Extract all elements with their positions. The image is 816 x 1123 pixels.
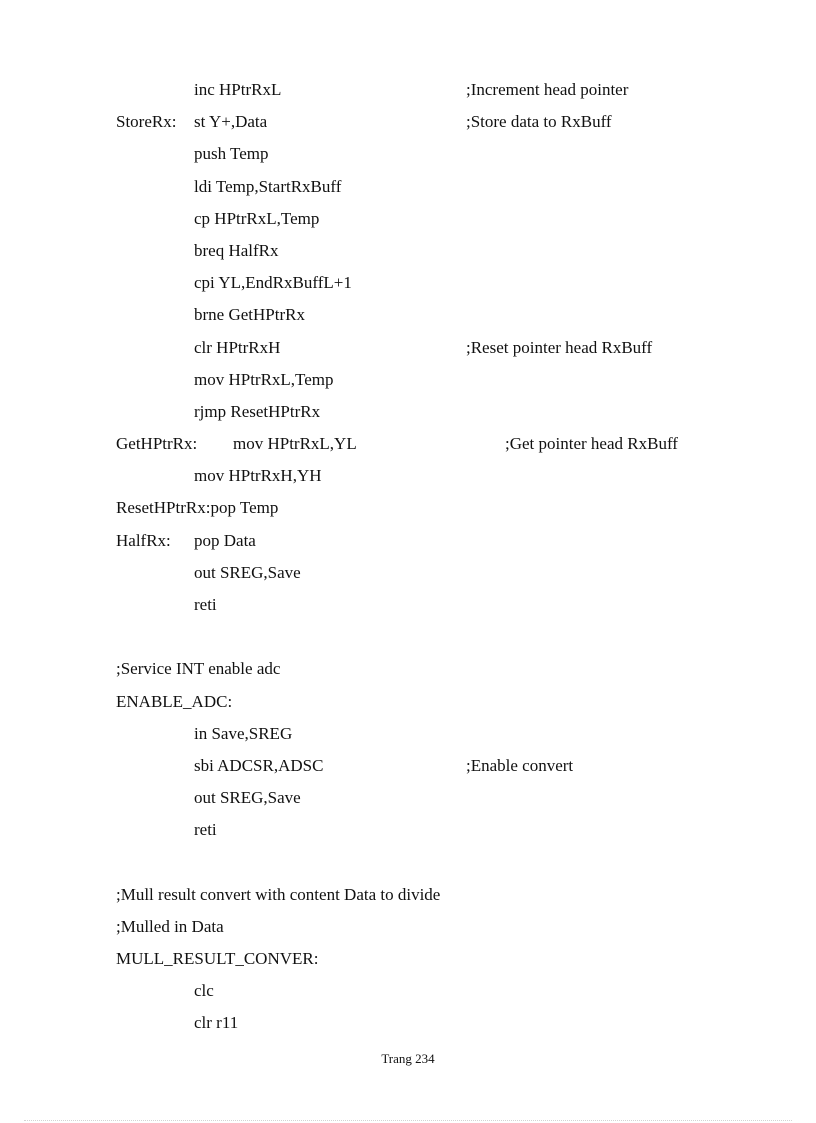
code-line: [0, 1007, 816, 1039]
code-label: HalfRx:: [116, 530, 171, 550]
code-line: [0, 911, 816, 943]
code-line: [0, 653, 816, 685]
instruction: st Y+,Data: [194, 112, 268, 132]
code-line: [0, 492, 816, 524]
code-line: [0, 396, 816, 428]
code-line: [0, 589, 816, 621]
instruction: inc HPtrRxL: [194, 80, 282, 99]
code-line: [0, 814, 816, 846]
code-line: [0, 74, 816, 106]
comment: ;Get pointer head RxBuff: [505, 434, 678, 454]
comment: ;Reset pointer head RxBuff: [466, 337, 653, 357]
instruction: cp HPtrRxL,Temp: [194, 208, 320, 228]
code-line: [0, 235, 816, 267]
code-line: [0, 138, 816, 170]
instruction: clr HPtrRxH: [194, 337, 281, 357]
instruction: ldi Temp,StartRxBuff: [194, 176, 342, 196]
instruction: mov HPtrRxL,YL: [233, 434, 357, 454]
comment: ;Enable convert: [466, 755, 574, 775]
code-line: [0, 557, 816, 589]
comment: ;Increment head pointer: [466, 80, 629, 99]
instruction: out SREG,Save: [194, 788, 301, 808]
page-edge-divider: [24, 1120, 792, 1121]
instruction: breq HalfRx: [194, 240, 279, 260]
code-line: [0, 943, 816, 975]
code-line: [0, 332, 816, 364]
comment-line: ;Mull result convert with content Data to divide: [116, 884, 441, 904]
code-line: [0, 267, 816, 299]
instruction: in Save,SREG: [194, 723, 293, 743]
code-line: [0, 686, 816, 718]
code-line: [0, 203, 816, 235]
blank-line: [0, 847, 816, 879]
code-line: [0, 171, 816, 203]
instruction: rjmp ResetHPtrRx: [194, 401, 321, 421]
instruction: clr r11: [194, 1013, 239, 1033]
page-number: Trang 234: [381, 1051, 435, 1066]
code-line: [0, 525, 816, 557]
labeled-instruction: ResetHPtrRx:pop Temp: [116, 498, 279, 518]
instruction: clc: [194, 981, 214, 1001]
code-label: ENABLE_ADC:: [116, 691, 233, 711]
comment: ;Store data to RxBuff: [466, 112, 612, 132]
code-line: [0, 460, 816, 492]
comment-line: ;Mulled in Data: [116, 916, 224, 936]
code-label: GetHPtrRx:: [116, 434, 198, 454]
assembly-code-listing: [0, 74, 816, 1040]
instruction: reti: [194, 820, 217, 840]
blank-line: [0, 621, 816, 653]
code-label: MULL_RESULT_CONVER:: [116, 949, 319, 969]
instruction: pop Data: [194, 530, 256, 550]
code-line: [0, 106, 816, 138]
code-line: [0, 750, 816, 782]
instruction: reti: [194, 595, 217, 614]
instruction: brne GetHPtrRx: [194, 305, 305, 325]
code-line: [0, 428, 816, 460]
instruction: push Temp: [194, 144, 269, 164]
instruction: sbi ADCSR,ADSC: [194, 755, 324, 775]
code-line: [0, 879, 816, 911]
code-label: StoreRx:: [116, 112, 177, 132]
comment-line: ;Service INT enable adc: [116, 659, 281, 679]
code-line: [0, 299, 816, 331]
instruction: mov HPtrRxL,Temp: [194, 369, 334, 389]
instruction: cpi YL,EndRxBuffL+1: [194, 273, 352, 293]
code-line: [0, 975, 816, 1007]
instruction: mov HPtrRxH,YH: [194, 466, 322, 486]
code-line: [0, 364, 816, 396]
code-line: [0, 782, 816, 814]
instruction: out SREG,Save: [194, 562, 301, 582]
code-line: [0, 718, 816, 750]
